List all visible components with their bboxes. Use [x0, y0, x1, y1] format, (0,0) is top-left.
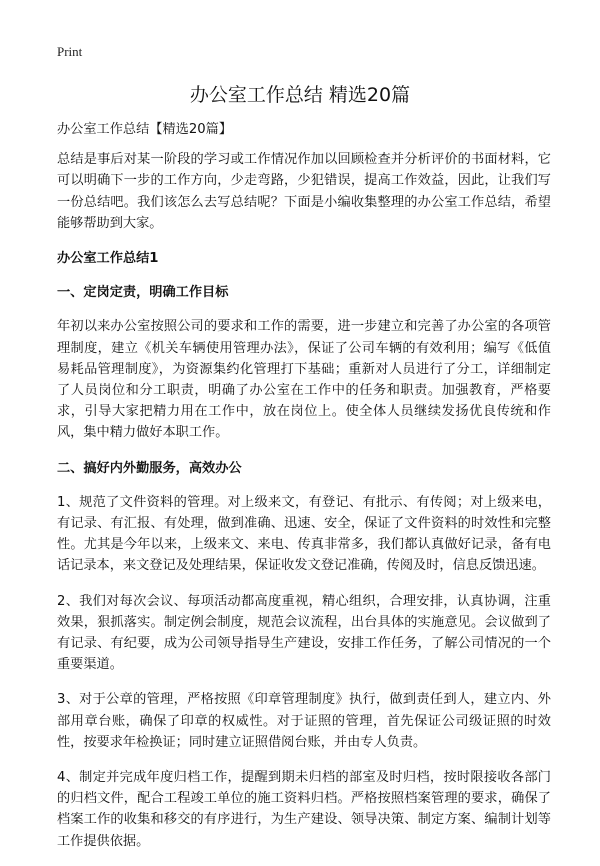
section-heading-1: 一、定岗定责，明确工作目标: [57, 285, 229, 301]
intro-paragraph: 总结是事后对某一阶段的学习或工作情况作加以回顾检查并分析评价的书面材料，它可以明确下一步的工作方向，少走弯路，少犯错误，提高工作效益，因此，让我们写一份总结吧。我们该怎么去写总结呢？下面是小编收集整理的办公室工作总结，希望能够帮助到大家。: [57, 152, 551, 231]
section-2-paragraph-2: 2、我们对每次会议、每项活动都高度重视，精心组织，合理安排，认真协调，注重效果，狠抓落实。制定例会制度，规范会议流程，出台具体的实施意见。会议做到了有记录、有纪要，成为公司领导指导生产建设，安排工作任务，了解公司情况的一个重要渠道。: [57, 593, 551, 673]
article-heading: 办公室工作总结1: [57, 251, 159, 267]
print-label[interactable]: Print: [57, 44, 83, 59]
section-1-paragraph-1: 年初以来办公室按照公司的要求和工作的需要，进一步建立和完善了办公室的各项管理制度，建立《机关车辆使用管理办法》，保证了公司车辆的有效利用；编写《低值易耗品管理制度》，为资源集约化管理打下基础；重新对人员进行了分工，详细制定了人员岗位和分工职责，明确了办公室在工作中的任务和职责。加强教育，严格要求，引导大家把精力用在工作中，放在岗位上。使全体人员继续发扬优良传统和作风，集中精力做好本职工作。: [57, 319, 551, 441]
document-subtitle: 办公室工作总结【精选20篇】: [57, 122, 233, 137]
document-title: 办公室工作总结 精选20篇: [189, 84, 411, 106]
section-heading-2: 二、搞好内外勤服务，高效办公: [57, 460, 242, 476]
section-2-paragraph-1: 1、规范了文件资料的管理。对上级来文，有登记、有批示、有传阅；对上级来电，有记录、有汇报、有处理，做到准确、迅速、安全，保证了文件资料的时效性和完整性。尤其是今年以来，上级来文、来电、传真非常多，我们都认真做好记录，备有电话记录本，来文登记及处理结果，保证收发文登记准确，传阅及时，信息反馈迅速。: [57, 494, 551, 574]
section-2-paragraph-4: 4、制定并完成年度归档工作，提醒到期未归档的部室及时归档，按时限接收各部门的归档文件，配合工程竣工单位的施工资料归档。严格按照档案管理的要求，确保了档案工作的收集和移交的有序进行，为生产建设、领导决策、制定方案、编制计划等工作提供依据。: [57, 770, 551, 849]
document-body: [57, 119, 551, 866]
section-2-paragraph-3: 3、对于公章的管理，严格按照《印章管理制度》执行，做到责任到人，建立内、外部用章台账，确保了印章的权威性。对于证照的管理，首先保证公司级证照的时效性，按要求年检换证；同时建立证照借阅台账，并由专人负责。: [57, 692, 551, 750]
